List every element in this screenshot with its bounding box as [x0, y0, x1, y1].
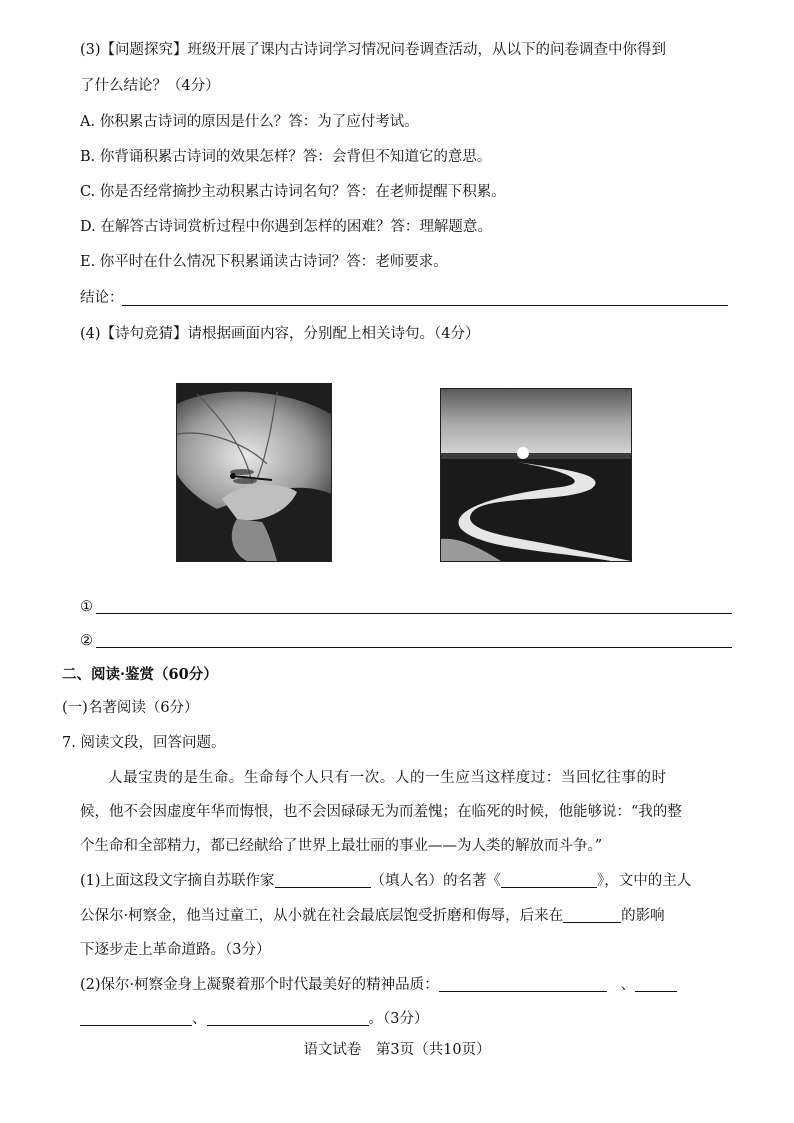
q7-sub1-line2a: 公保尔·柯察金，他当过童工，从小就在社会最底层饱受折磨和侮辱，后来在 [80, 908, 564, 924]
page-footer: 语文试卷 第3页（共10页） [303, 1042, 491, 1058]
q3-option-a: A. 你积累古诗词的原因是什么？答：为了应付考试。 [80, 114, 419, 130]
quality-blank-3[interactable] [207, 1010, 369, 1026]
quality-blank-2-start[interactable] [635, 976, 677, 992]
q3-conclusion-label: 结论： [80, 290, 124, 306]
q3-option-d: D. 在解答古诗词赏析过程中你遇到怎样的困难？答：理解题意。 [80, 219, 492, 235]
q3-option-e: E. 你平时在什么情况下积累诵读古诗词？答：老师要求。 [80, 254, 448, 270]
q7-sub2-stem: (2)保尔·柯察金身上凝聚着那个时代最美好的精神品质： [80, 977, 439, 993]
section2-subsection: (一)名著阅读（6分） [62, 700, 199, 716]
q7-sub1-line2b: 的影响 [621, 908, 665, 924]
passage-line-1: 人最宝贵的是生命。生命每个人只有一次。人的一生应当这样度过：当回忆往事的时 [108, 770, 667, 786]
q7-sub1-line3: 下逐步走上革命道路。（3分） [80, 942, 271, 958]
q7-sub1-part1: (1)上面这段文字摘自苏联作家 [80, 873, 275, 889]
q7-sub2-end: 。（3分） [368, 1011, 429, 1027]
lotus-dragonfly-image [177, 384, 331, 561]
section2-title: 二、阅读·鉴赏（60分） [62, 666, 218, 683]
q7-sub2-line1 [80, 975, 677, 995]
q3-option-b: B. 你背诵积累古诗词的效果怎样？答：会背但不知道它的意思。 [80, 149, 492, 165]
q7-sub2-sep2: 、 [192, 1011, 207, 1027]
q4-stem: (4)【诗句竞猜】请根据画面内容，分别配上相关诗句。（4分） [80, 326, 480, 342]
sunset-river-photo [440, 388, 632, 562]
influence-blank[interactable] [563, 907, 621, 923]
author-name-blank[interactable] [275, 872, 371, 888]
passage-line-3: 个生命和全部精力，都已经献给了世界上最壮丽的事业——为人类的解放而斗争。” [80, 838, 603, 854]
q3-conclusion-answer-line[interactable] [122, 305, 728, 306]
sunset-river-image [441, 389, 631, 561]
q4-answer-mark-1: ① [80, 599, 93, 615]
q3-stem-line1: (3)【问题探究】班级开展了课内古诗词学习情况问卷调查活动，从以下的问卷调查中你得到 [80, 42, 667, 58]
q7-sub1-line1 [80, 871, 691, 891]
q7-sub1-part2: （填人名）的名著《 [370, 873, 502, 889]
q7-sub1-line2 [80, 906, 665, 926]
q7-sub2-sep1: 、 [620, 977, 636, 993]
q4-answer-mark-2: ② [80, 633, 93, 649]
lotus-dragonfly-photo [176, 383, 332, 562]
quality-blank-2-end[interactable] [80, 1010, 192, 1026]
quality-blank-1[interactable] [439, 976, 607, 992]
q3-stem-line2: 了什么结论？（4分） [80, 78, 220, 94]
q4-answer-line-2[interactable] [96, 647, 732, 648]
q4-answer-line-1[interactable] [96, 613, 732, 614]
q3-option-c: C. 你是否经常摘抄主动积累古诗词名句？答：在老师提醒下积累。 [80, 184, 506, 200]
q7-sub2-line2 [80, 1009, 428, 1029]
q7-sub1-part3: 》，文中的主人 [597, 873, 692, 889]
passage-line-2: 候，他不会因虚度年华而悔恨，也不会因碌碌无为而羞愧；在临死的时候，他能够说：“我的整 [80, 804, 682, 820]
book-title-blank[interactable] [501, 872, 597, 888]
q7-title: 7. 阅读文段，回答问题。 [62, 735, 226, 751]
